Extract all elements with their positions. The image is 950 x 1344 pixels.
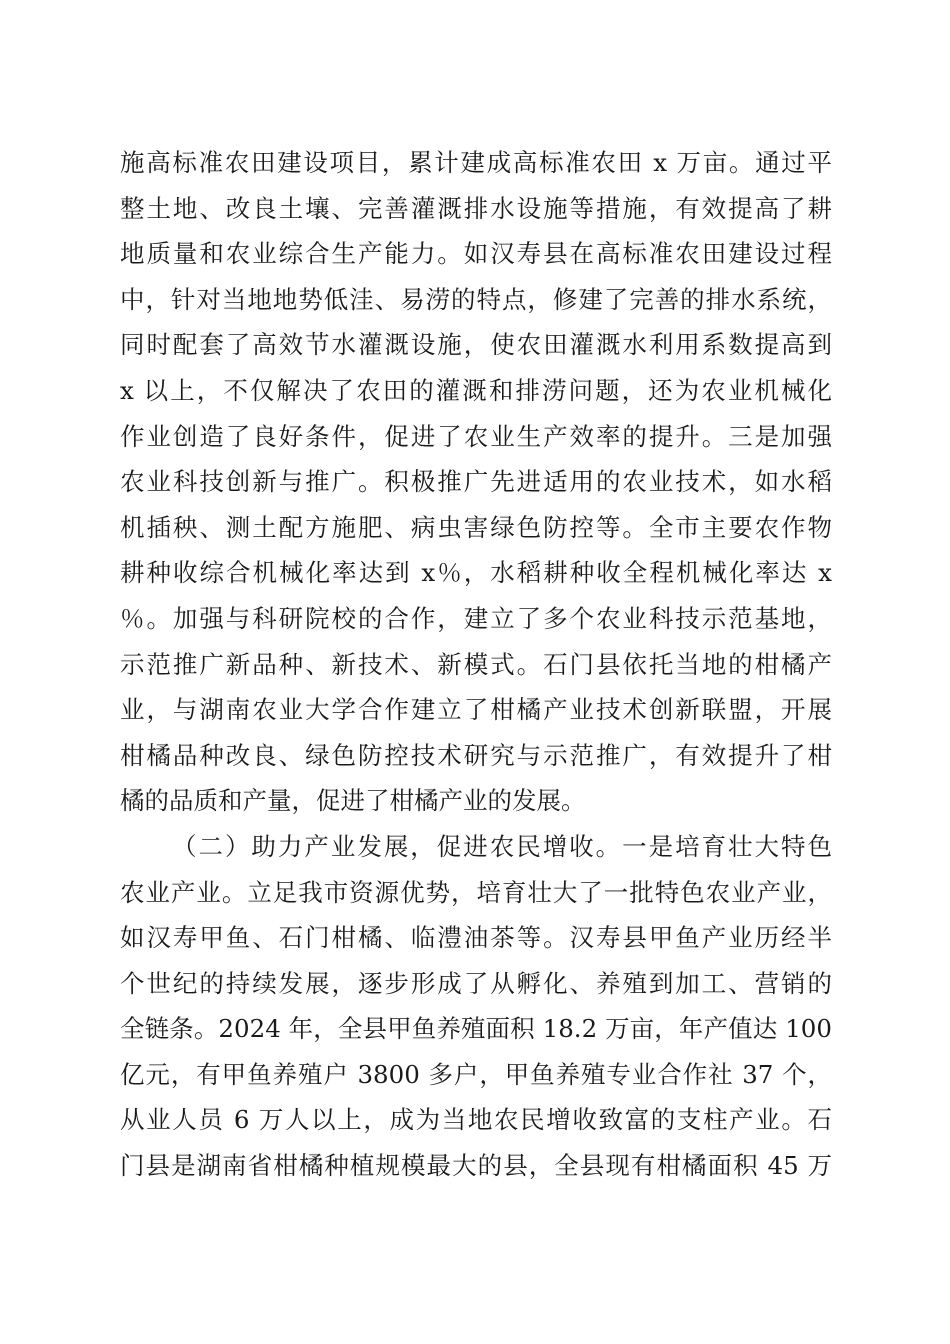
text-line: 业，与湖南农业大学合作建立了柑橘产业技术创新联盟，开展 xyxy=(120,695,832,725)
text-line: 地质量和农业综合生产能力。如汉寿县在高标准农田建设过程 xyxy=(120,239,832,269)
text-line: 全链条。2024 年，全县甲鱼养殖面积 18.2 万亩，年产值达 100 xyxy=(120,1014,832,1044)
text-line: 农业科技创新与推广。积极推广先进适用的农业技术，如水稻 xyxy=(120,467,832,497)
text-line: 如汉寿甲鱼、石门柑橘、临澧油茶等。汉寿县甲鱼产业历经半 xyxy=(120,923,832,953)
text-line: 中，针对当地地势低洼、易涝的特点，修建了完善的排水系统， xyxy=(120,284,832,314)
text-line: x 以上，不仅解决了农田的灌溉和排涝问题，还为农业机械化 xyxy=(120,375,832,405)
text-line: 柑橘品种改良、绿色防控技术研究与示范推广，有效提升了柑 xyxy=(120,740,832,770)
text-line: 示范推广新品种、新技术、新模式。石门县依托当地的柑橘产 xyxy=(120,649,832,679)
text-line: 个世纪的持续发展，逐步形成了从孵化、养殖到加工、营销的 xyxy=(120,968,832,998)
text-line: 施高标准农田建设项目，累计建成高标准农田 x 万亩。通过平 xyxy=(120,148,832,177)
text-line: 耕种收综合机械化率达到 x％，水稻耕种收全程机械化率达 x xyxy=(120,558,832,588)
body-text xyxy=(120,140,832,1189)
section-heading-line: （二）助力产业发展，促进农民增收。一是培育壮大特色 xyxy=(172,831,832,861)
text-line: 门县是湖南省柑橘种植规模最大的县，全县现有柑橘面积 45 万 xyxy=(120,1151,832,1181)
text-line: 整土地、改良土壤、完善灌溉排水设施等措施，有效提高了耕 xyxy=(120,193,832,223)
paragraph-end-line: 橘的品质和产量，促进了柑橘产业的发展。 xyxy=(120,786,586,816)
text-line: 亿元，有甲鱼养殖户 3800 多户，甲鱼养殖专业合作社 37 个， xyxy=(120,1059,832,1089)
text-line: 同时配套了高效节水灌溉设施，使农田灌溉水利用系数提高到 xyxy=(120,330,832,360)
text-line: 作业创造了良好条件，促进了农业生产效率的提升。三是加强 xyxy=(120,421,832,451)
text-line: 农业产业。立足我市资源优势，培育壮大了一批特色农业产业， xyxy=(120,877,832,907)
text-line: 从业人员 6 万人以上，成为当地农民增收致富的支柱产业。石 xyxy=(120,1105,832,1135)
text-line: 机插秧、测土配方施肥、病虫害绿色防控等。全市主要农作物 xyxy=(120,512,832,542)
text-line: ％。加强与科研院校的合作，建立了多个农业科技示范基地， xyxy=(120,603,832,633)
